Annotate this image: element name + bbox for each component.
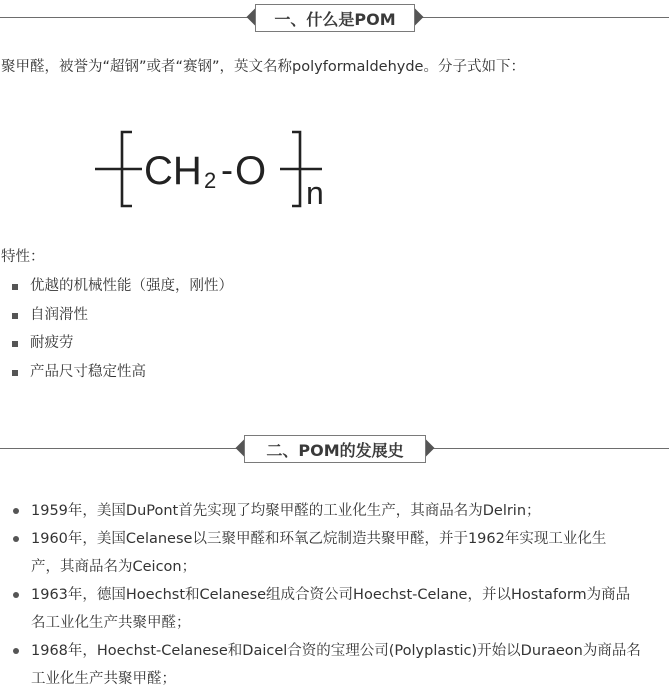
- list-item: 自润滑性: [0, 305, 233, 334]
- history-item: 1963年，德国Hoechst和Celanese组成合资公司Hoechst-Celane，并以Hostaform为商品 名工业化生产共聚甲醛；: [0, 581, 669, 637]
- history-list: [0, 497, 669, 693]
- formula-subscript: 2: [204, 168, 217, 193]
- history-item: 1960年，美国Celanese以三聚甲醛和环氧乙烷制造共聚甲醛，并于1962年实现工业化生 产，其商品名为Ceicon；: [0, 525, 669, 581]
- formula-repeat-n: n: [306, 175, 324, 210]
- list-item: 产品尺寸稳定性高: [0, 362, 233, 391]
- square-bullet-icon: [12, 313, 18, 319]
- section-header-pom-history: [0, 435, 669, 463]
- round-bullet-icon: [13, 592, 19, 598]
- section-title: 二、POM的发展史: [244, 435, 426, 463]
- round-bullet-icon: [13, 648, 19, 654]
- history-item: 1968年，Hoechst-Celanese和Daicel合资的宝理公司(Polyplastic)开始以Duraeon为商品名 工业化生产共聚甲醛；: [0, 637, 669, 693]
- section-title: 一、什么是POM: [255, 4, 415, 32]
- formula-group: CH: [144, 149, 202, 193]
- history-item: 1959年，美国DuPont首先实现了均聚甲醛的工业化生产，其商品名为Delrin；: [0, 497, 669, 525]
- intro-paragraph: 聚甲醛，被誉为“超钢”或者“赛钢”，英文名称polyformaldehyde。分子式如下：: [1, 59, 525, 75]
- square-bullet-icon: [12, 370, 18, 376]
- round-bullet-icon: [13, 536, 19, 542]
- molecular-formula: [90, 128, 340, 210]
- formula-dash: -: [221, 149, 233, 190]
- list-item: 优越的机械性能（强度，刚性）: [0, 276, 233, 305]
- round-bullet-icon: [13, 508, 19, 514]
- section-header-what-is-pom: [0, 4, 669, 32]
- square-bullet-icon: [12, 284, 18, 290]
- formula-atom: O: [235, 149, 267, 193]
- list-item: 耐疲劳: [0, 333, 233, 362]
- properties-list: [0, 276, 233, 390]
- square-bullet-icon: [12, 341, 18, 347]
- properties-label: 特性：: [1, 249, 45, 265]
